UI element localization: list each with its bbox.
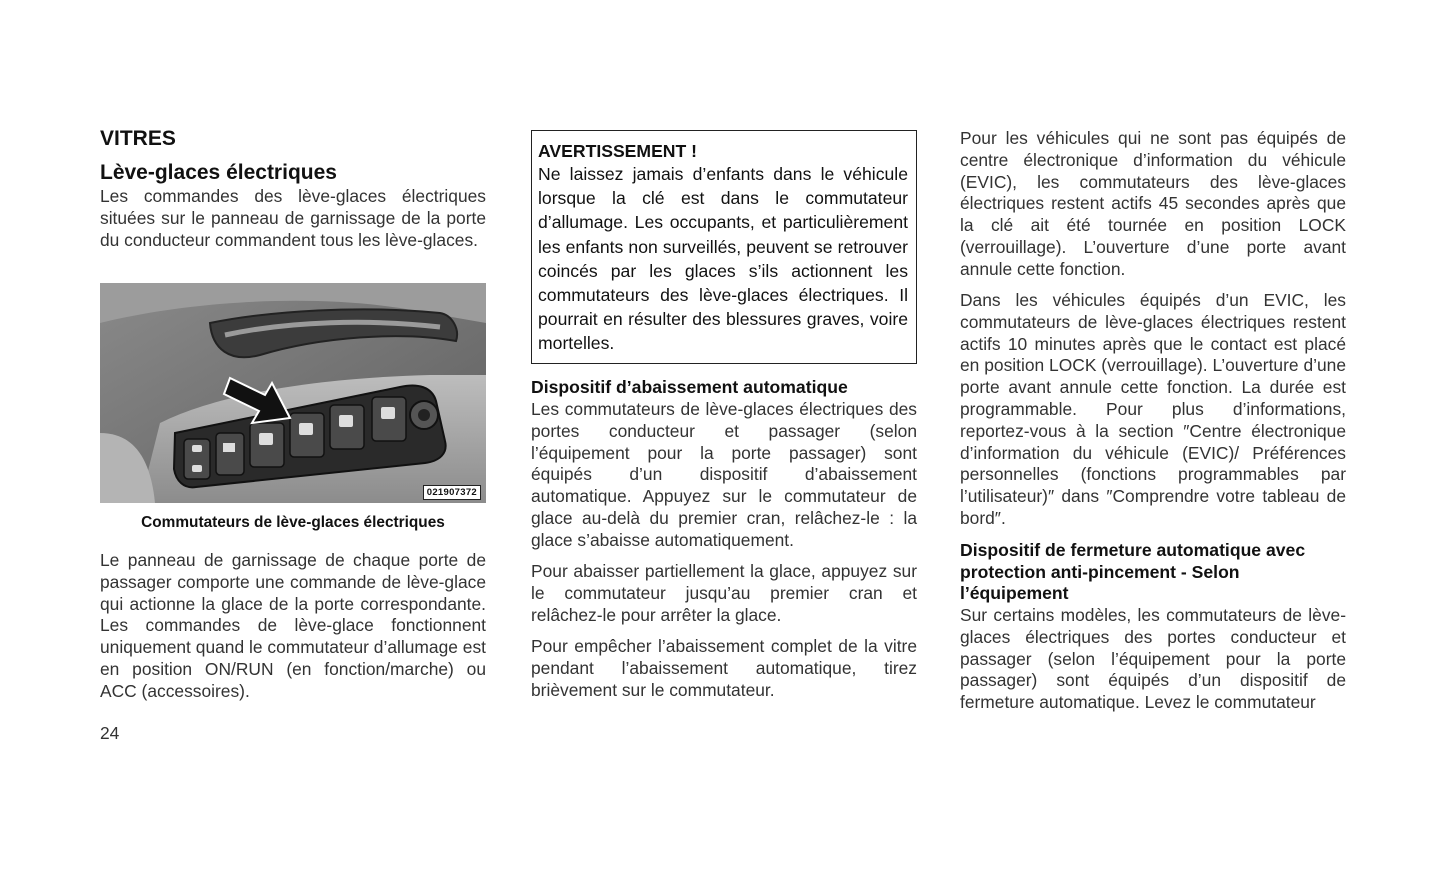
warning-body: Ne laissez jamais d’enfants dans le véhicule lorsque la clé est dans le commutateur d’allumage. Les occupants, et particulièrement les enfants non surveillés, peuvent se retrouver coincés par les glaces s’ils actionnent les commutateurs des lève-glaces électriques. Il pourrait en résulter des blessures graves, voire mortelles. [538, 164, 908, 354]
figure-code: 021907372 [423, 485, 481, 500]
section-title: VITRES [100, 127, 176, 150]
heading-auto-down: Dispositif d’abaissement automatique [531, 377, 848, 397]
paragraph-auto-up: Sur certains modèles, les commutateurs de lève-glaces électriques des portes conducteur et passager (selon l’équipement pour la porte passager) sont équipés d’un dispositif de fermeture automatique. Levez le commutateur [960, 605, 1346, 713]
paragraph-passenger-doors: Le panneau de garnissage de chaque porte de passager comporte une commande de lève-glace qui actionne la glace de la porte correspondante. Les commandes de lève-glace fonctionnent uniquement quand le commutateur d’allumage est en position ON/RUN (en fonction/marche) ou ACC (accessoires). [100, 550, 486, 701]
paragraph-auto-down: Les commutateurs de lève-glaces électriques des portes conducteur et passager (selon l’équipement pour la porte passager) sont équipés d’un dispositif d’abaissement automatique. Appuyez sur le commutateur de glace au-delà du premier cran, relâchez-le : la glace s’abaisse automatiquement. [531, 399, 917, 550]
warning-box [531, 130, 917, 364]
intro-paragraph: Les commandes des lève-glaces électriques situées sur le panneau de garnissage de la porte du conducteur commandent tous les lève-glaces. [100, 186, 486, 250]
heading-auto-up: Dispositif de fermeture automatique avec protection anti-pincement - Selon l’équipement [960, 540, 1306, 603]
paragraph-no-evic: Pour les véhicules qui ne sont pas équipés de centre électronique d’information du véhicule (EVIC), les commutateurs des lève-glaces électriques restent actifs 45 secondes après que la clé ait été tournée en position LOCK (verrouillage). L’ouverture d’une porte avant annule cette fonction. [960, 128, 1346, 279]
figure-caption: Commutateurs de lève-glaces électriques [141, 514, 445, 531]
page-number: 24 [100, 723, 120, 743]
paragraph-partial-lower: Pour abaisser partiellement la glace, appuyez sur le commutateur jusqu’au premier cran et relâchez-le pour arrêter la glace. [531, 561, 917, 625]
paragraph-with-evic: Dans les véhicules équipés d’un EVIC, les commutateurs de lève-glaces électriques restent actifs 10 minutes après que le contact est placé en position LOCK (verrouillage). L’ouverture d’une porte avant annule cette fonction. La durée est programmable. Pour plus d’informations, reportez-vous à la section ″Centre électronique d’information du véhicule (EVIC)/ Préférences personnelles (fonctions programmables par l’utilisateur)″ dans ″Comprendre votre tableau de bord″. [960, 290, 1346, 528]
door-panel-illustration [100, 283, 486, 503]
window-switch-figure [100, 283, 486, 503]
paragraph-stop-auto-down: Pour empêcher l’abaissement complet de la vitre pendant l’abaissement automatique, tirez brièvement sur le commutateur. [531, 636, 917, 700]
warning-title: AVERTISSEMENT ! [538, 141, 698, 161]
subsection-title: Lève-glaces électriques [100, 161, 337, 184]
